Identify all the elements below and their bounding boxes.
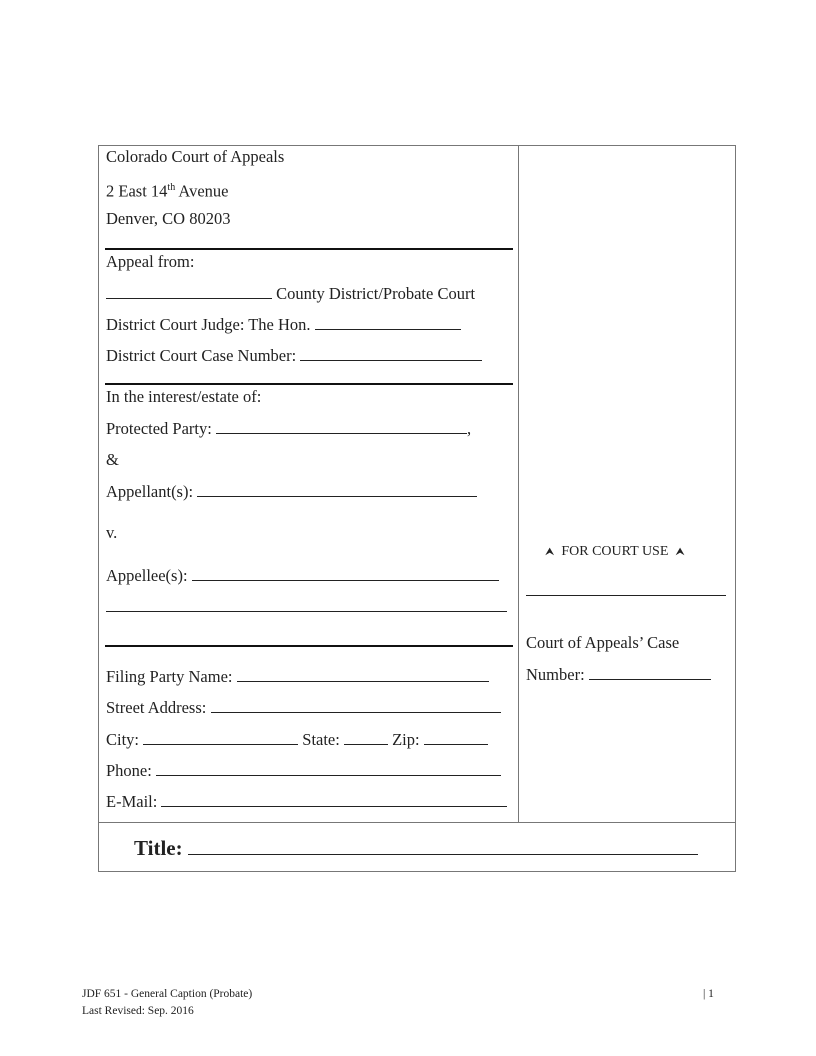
- appellee-line-2: [106, 596, 507, 617]
- phone-label: Phone:: [106, 761, 156, 780]
- appellant-field[interactable]: [197, 481, 477, 497]
- district-case-field[interactable]: [300, 345, 482, 361]
- column-divider: [518, 145, 519, 822]
- appellant-line: [106, 481, 477, 502]
- street-line: [106, 697, 501, 718]
- up-arrow-icon: ⮝: [675, 546, 685, 558]
- coa-number-field[interactable]: [589, 664, 711, 680]
- judge-field[interactable]: [315, 314, 461, 330]
- court-city: Denver, CO 80203: [106, 209, 231, 228]
- coa-case-label: Court of Appeals’ Case: [526, 633, 680, 652]
- street-field[interactable]: [211, 697, 501, 713]
- protected-label: Protected Party:: [106, 419, 216, 438]
- filer-name-field[interactable]: [237, 666, 489, 682]
- city-line: [106, 729, 488, 750]
- court-use-label: FOR COURT USE: [561, 544, 669, 559]
- zip-field[interactable]: [424, 729, 488, 745]
- appellant-label: Appellant(s):: [106, 482, 198, 501]
- appellee-label: Appellee(s):: [106, 566, 192, 585]
- form-id: JDF 651 - General Caption (Probate): [82, 988, 253, 1000]
- protected-line: [106, 418, 471, 439]
- email-line: [106, 791, 507, 812]
- street-number: 2 East 14: [106, 181, 168, 201]
- title-field[interactable]: [188, 836, 698, 855]
- county-line: [106, 283, 475, 304]
- protected-field[interactable]: [216, 418, 467, 434]
- court-use-line: [526, 595, 726, 596]
- coa-number-label: Number:: [526, 665, 589, 684]
- district-case-line: [106, 345, 482, 366]
- court-street: [106, 178, 229, 202]
- coa-number-line: [526, 664, 711, 685]
- ampersand: &: [106, 450, 119, 469]
- appellee-field-2[interactable]: [106, 596, 507, 612]
- interest-label: In the interest/estate of:: [106, 387, 262, 406]
- appellee-field[interactable]: [192, 565, 499, 581]
- up-arrow-icon: ⮝: [545, 546, 555, 558]
- zip-label: Zip:: [387, 730, 424, 749]
- state-label: State:: [298, 730, 344, 749]
- versus: v.: [106, 523, 118, 542]
- street-name: Avenue: [175, 181, 229, 201]
- filer-name-line: [106, 666, 489, 687]
- filer-name-label: Filing Party Name:: [106, 667, 237, 686]
- judge-label: District Court Judge: The Hon.: [106, 315, 315, 334]
- email-label: E-Mail:: [106, 792, 162, 811]
- state-field[interactable]: [344, 729, 388, 745]
- court-use-header: [545, 542, 685, 562]
- section-divider: [105, 248, 513, 250]
- page-number: | 1: [703, 988, 714, 1000]
- title-divider: [98, 822, 735, 823]
- revision-date: Last Revised: Sep. 2016: [82, 1005, 194, 1017]
- phone-field[interactable]: [156, 760, 501, 776]
- street-label: Street Address:: [106, 698, 211, 717]
- appellee-line: [106, 565, 499, 586]
- phone-line: [106, 760, 501, 781]
- court-name: Colorado Court of Appeals: [106, 147, 285, 166]
- county-field[interactable]: [106, 283, 272, 299]
- city-label: City:: [106, 730, 144, 749]
- comma: ,: [466, 419, 472, 438]
- city-field[interactable]: [143, 729, 298, 745]
- judge-line: [106, 314, 461, 335]
- section-divider: [105, 383, 513, 385]
- title-line: [134, 836, 698, 860]
- district-case-label: District Court Case Number:: [106, 346, 301, 365]
- county-label: County District/Probate Court: [272, 284, 476, 303]
- section-divider: [105, 645, 513, 647]
- title-label: Title:: [134, 836, 188, 860]
- email-field[interactable]: [161, 791, 507, 807]
- appeal-from-label: Appeal from:: [106, 252, 195, 271]
- ordinal: th: [167, 182, 176, 193]
